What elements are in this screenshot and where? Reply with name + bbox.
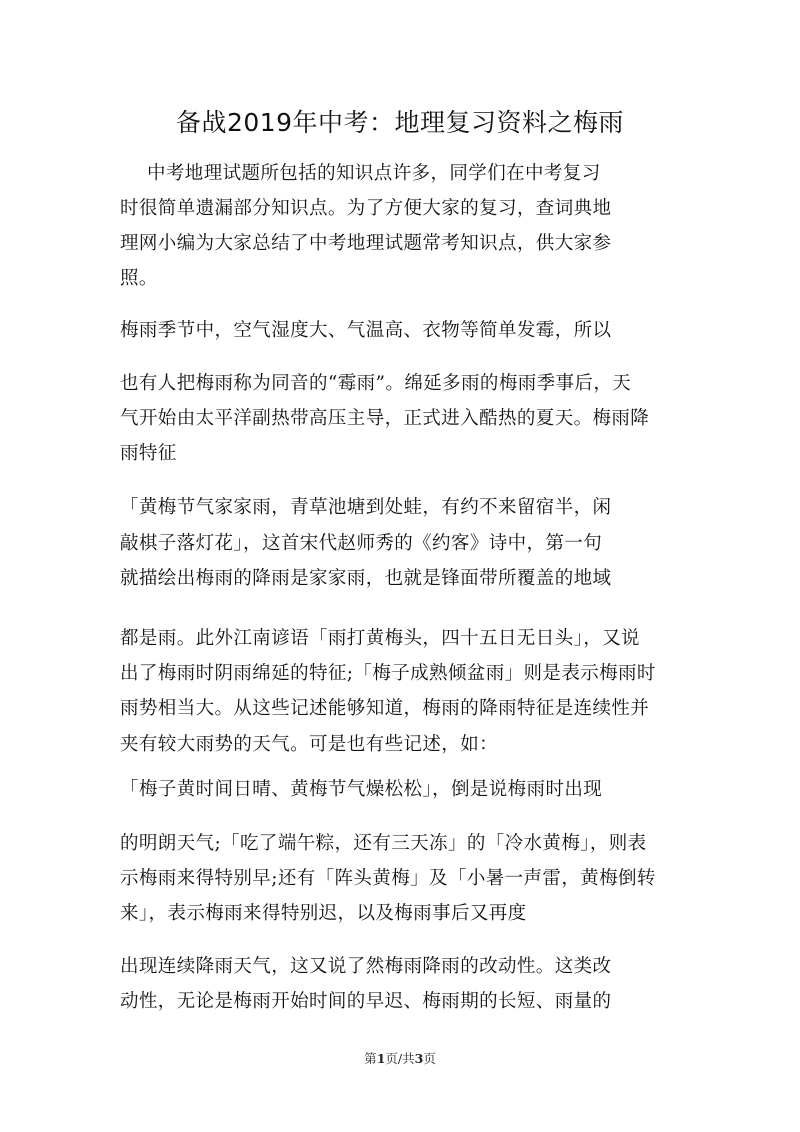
paragraph-line: 夹有较大雨势的天气。可是也有些记述，如：: [120, 734, 499, 755]
paragraph-line: 雨特征: [120, 443, 177, 464]
paragraph-line: 都是雨。此外江南谚语「雨打黄梅头，四十五日无日头」，又说: [120, 628, 640, 649]
footer-middle: 页/共: [385, 1051, 415, 1066]
footer-prefix: 第: [364, 1051, 377, 1066]
paragraph-line: 气开始由太平洋副热带高压主导，正式进入酷热的夏天。梅雨降: [120, 408, 650, 429]
document-title: 备战2019年中考：地理复习资料之梅雨: [175, 108, 625, 137]
paragraph-line: 「黄梅节气家家雨，青草池塘到处蛙，有约不来留宿半，闲: [120, 497, 612, 518]
paragraph-line: 示梅雨来得特别早;还有「阵头黄梅」及「小暑一声雷，黄梅倒转: [120, 868, 656, 889]
paragraph-line: 就描绘出梅雨的降雨是家家雨，也就是锋面带所覆盖的地域: [120, 568, 612, 589]
paragraph-line: 动性，无论是梅雨开始时间的早迟、梅雨期的长短、雨量的: [120, 991, 612, 1012]
paragraph-line: 出现连续降雨天气，这又说了然梅雨降雨的改动性。这类改: [120, 956, 612, 977]
paragraph-line: 中考地理试题所包括的知识点许多，同学们在中考复习: [147, 163, 601, 184]
paragraph-line: 也有人把梅雨称为同音的“霉雨”。绵延多雨的梅雨季事后，天: [120, 373, 632, 394]
paragraph-line: 照。: [120, 268, 158, 289]
paragraph-line: 的明朗天气;「吃了端午粽，还有三天冻」的「冷水黄梅」，则表: [120, 833, 647, 854]
page-footer: [0, 1049, 800, 1067]
paragraph-line: 雨势相当大。从这些记述能够知道，梅雨的降雨特征是连续性并: [120, 698, 650, 719]
footer-suffix: 页: [423, 1051, 436, 1066]
paragraph-line: 梅雨季节中，空气湿度大、气温高、衣物等简单发霉，所以: [120, 320, 612, 341]
paragraph-line: 出了梅雨时阴雨绵延的特征;「梅子成熟倾盆雨」则是表示梅雨时: [120, 663, 656, 684]
paragraph-line: 来」，表示梅雨来得特别迟，以及梅雨事后又再度: [120, 903, 527, 924]
paragraph-line: 「梅子黄时间日晴、黄梅节气燥松松」，倒是说梅雨时出现: [120, 779, 603, 800]
current-page-number: 1: [376, 1051, 386, 1066]
total-page-number: 3: [414, 1051, 424, 1066]
paragraph-line: 理网小编为大家总结了中考地理试题常考知识点，供大家参: [120, 233, 612, 254]
paragraph-line: 敲棋子落灯花」，这首宋代赵师秀的《约客》诗中，第一句: [120, 533, 603, 554]
paragraph-line: 时很简单遗漏部分知识点。为了方便大家的复习，查词典地: [120, 198, 612, 219]
